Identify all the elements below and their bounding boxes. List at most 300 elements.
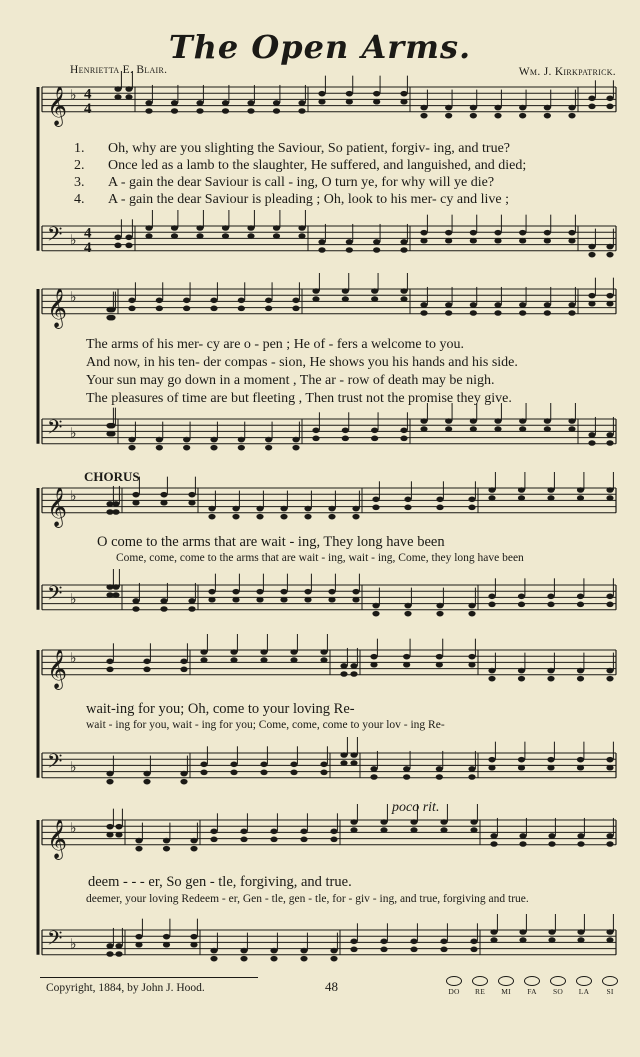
note-head <box>190 934 197 940</box>
note-head <box>312 288 319 294</box>
note-head <box>292 306 299 312</box>
note-head <box>410 939 417 945</box>
note-head <box>547 602 554 608</box>
note-head <box>208 589 215 595</box>
note-head <box>200 770 207 776</box>
chorus-alto-row1: Come, come, come to the arms that are wait - ing, wait - ing, Come, they long have been <box>116 552 524 564</box>
note-head <box>128 437 135 443</box>
note-head <box>238 445 245 451</box>
footer-rule <box>40 977 258 978</box>
note-head <box>114 94 121 100</box>
note-head <box>577 765 584 771</box>
note-head <box>145 225 152 231</box>
note-head <box>519 833 526 839</box>
note-head <box>112 584 119 590</box>
note-head <box>304 589 311 595</box>
flat-icon: ♭ <box>70 820 77 837</box>
note-head <box>106 943 113 949</box>
note-head <box>577 841 584 847</box>
note-head <box>273 233 280 239</box>
note-head <box>318 99 325 105</box>
note-head <box>400 288 407 294</box>
note-head <box>373 99 380 105</box>
tempo-marking: poco rit. <box>392 800 440 815</box>
note-head <box>143 779 150 785</box>
note-head <box>470 113 477 119</box>
note-head <box>238 437 245 443</box>
verse-block-2 <box>86 337 518 409</box>
note-head <box>196 233 203 239</box>
note-head <box>230 649 237 655</box>
note-head <box>488 765 495 771</box>
note-head <box>468 774 475 780</box>
note-head <box>108 423 115 429</box>
note-head <box>470 230 477 236</box>
note-head <box>171 225 178 231</box>
note-head <box>340 663 347 669</box>
note-head <box>247 233 254 239</box>
note-head <box>230 657 237 663</box>
note-head <box>188 598 195 604</box>
note-head <box>420 113 427 119</box>
note-head <box>156 306 163 312</box>
note-head <box>488 757 495 763</box>
note-head <box>519 929 526 935</box>
note-head <box>518 676 525 682</box>
note-head <box>380 827 387 833</box>
note-head <box>108 307 115 313</box>
note-head <box>240 956 247 962</box>
note-head <box>342 288 349 294</box>
verse-line-4: 4. A - gain the dear Saviour is pleading ; Oh, look to his mer- cy and live ; <box>74 192 509 207</box>
note-head <box>312 436 319 442</box>
note-head <box>445 426 452 432</box>
note-head <box>190 838 197 844</box>
note-head <box>318 247 325 253</box>
bass-clef-icon: 𝄢 <box>47 926 63 955</box>
note-head <box>106 779 113 785</box>
note-head <box>208 597 215 603</box>
note-head <box>247 225 254 231</box>
note-head <box>518 594 525 600</box>
note-head <box>400 296 407 302</box>
note-head <box>125 243 132 249</box>
note-head <box>240 948 247 954</box>
note-head <box>400 247 407 253</box>
note-head <box>171 100 178 106</box>
note-head <box>350 819 357 825</box>
note-head <box>328 506 335 512</box>
note-head <box>328 514 335 520</box>
note-head <box>548 833 555 839</box>
note-head <box>328 597 335 603</box>
verse-line-3: 3. A - gain the dear Saviour is call - ing, O turn ye, for why will ye die? <box>74 175 495 190</box>
note-head <box>420 426 427 432</box>
note-head <box>490 929 497 935</box>
note-head <box>436 654 443 660</box>
note-head <box>143 667 150 673</box>
note-head <box>342 296 349 302</box>
note-head <box>108 315 115 321</box>
note-head <box>346 247 353 253</box>
note-head <box>222 225 229 231</box>
note-head <box>183 298 190 304</box>
note-head <box>468 654 475 660</box>
note-head <box>577 487 584 493</box>
note-head <box>544 418 551 424</box>
note-head <box>190 942 197 948</box>
note-head <box>371 288 378 294</box>
note-head <box>440 947 447 953</box>
note-head <box>606 602 613 608</box>
note-head <box>519 238 526 244</box>
note-head <box>320 649 327 655</box>
flat-icon: ♭ <box>70 425 77 442</box>
hymn-title: The Open Arms. <box>168 28 472 66</box>
note-head <box>273 225 280 231</box>
note-head <box>256 506 263 512</box>
note-head <box>163 934 170 940</box>
note-head <box>468 662 475 668</box>
note-head <box>588 252 595 258</box>
note-head <box>273 108 280 114</box>
note-head <box>163 846 170 852</box>
note-head <box>114 243 121 249</box>
note-head <box>108 431 115 437</box>
solfa-shape-icon <box>576 976 592 986</box>
chorus-label: CHORUS <box>84 469 140 484</box>
note-head <box>371 428 378 434</box>
solfa-shape-icon <box>446 976 462 986</box>
note-head <box>420 238 427 244</box>
note-head <box>371 296 378 302</box>
note-head <box>163 838 170 844</box>
note-head <box>132 500 139 506</box>
note-head <box>370 774 377 780</box>
note-head <box>488 602 495 608</box>
note-head <box>440 939 447 945</box>
note-head <box>145 100 152 106</box>
note-head <box>128 445 135 451</box>
note-head <box>270 837 277 843</box>
note-head <box>568 302 575 308</box>
note-head <box>280 514 287 520</box>
chorus-lyric-row1: O come to the arms that are wait - ing, They long have been <box>97 534 445 550</box>
note-head <box>606 929 613 935</box>
note-head <box>143 771 150 777</box>
note-head <box>544 238 551 244</box>
note-head <box>200 762 207 768</box>
note-head <box>568 238 575 244</box>
note-head <box>304 597 311 603</box>
time-signature-bottom: 4 <box>84 100 92 117</box>
note-head <box>280 506 287 512</box>
note-head <box>470 426 477 432</box>
flat-icon: ♭ <box>70 650 77 667</box>
note-head <box>132 598 139 604</box>
note-head <box>519 937 526 943</box>
note-head <box>292 298 299 304</box>
note-head <box>548 929 555 935</box>
note-head <box>488 668 495 674</box>
note-head <box>346 99 353 105</box>
note-head <box>372 505 379 511</box>
note-head <box>373 247 380 253</box>
note-head <box>171 233 178 239</box>
note-head <box>256 589 263 595</box>
note-head <box>548 937 555 943</box>
note-head <box>410 827 417 833</box>
note-head <box>290 657 297 663</box>
treble-clef-icon: 𝄞 <box>47 85 68 126</box>
note-head <box>420 310 427 316</box>
solfa-la: LA <box>574 976 594 996</box>
note-head <box>470 819 477 825</box>
note-head <box>588 104 595 110</box>
page-number: 48 <box>325 979 338 994</box>
note-head <box>404 611 411 617</box>
note-head <box>247 108 254 114</box>
note-head <box>370 654 377 660</box>
solfa-shape-icon <box>498 976 514 986</box>
note-head <box>200 657 207 663</box>
note-head <box>210 298 217 304</box>
note-head <box>468 505 475 511</box>
note-head <box>232 514 239 520</box>
note-head <box>468 766 475 772</box>
note-head <box>163 942 170 948</box>
note-head <box>352 506 359 512</box>
note-head <box>290 762 297 768</box>
treble-clef-icon: 𝄞 <box>47 818 68 859</box>
note-head <box>606 293 613 299</box>
note-head <box>436 505 443 511</box>
note-head <box>488 495 495 501</box>
note-head <box>247 100 254 106</box>
note-head <box>210 837 217 843</box>
note-head <box>470 827 477 833</box>
note-head <box>180 659 187 665</box>
note-head <box>547 594 554 600</box>
solfa-si: SI <box>600 976 620 996</box>
note-head <box>270 829 277 835</box>
note-head <box>445 310 452 316</box>
note-head <box>128 298 135 304</box>
note-head <box>488 676 495 682</box>
note-head <box>340 760 347 766</box>
note-head <box>547 495 554 501</box>
note-head <box>290 770 297 776</box>
note-head <box>300 829 307 835</box>
note-head <box>373 239 380 245</box>
note-head <box>160 598 167 604</box>
note-head <box>190 846 197 852</box>
verse2-line-3: Your sun may go down in a moment , The ar - row of death may be nigh. <box>86 373 495 388</box>
note-head <box>436 611 443 617</box>
note-head <box>135 942 142 948</box>
note-head <box>196 108 203 114</box>
note-head <box>180 667 187 673</box>
note-head <box>518 757 525 763</box>
note-head <box>106 659 113 665</box>
note-head <box>400 428 407 434</box>
note-head <box>352 589 359 595</box>
note-head <box>210 437 217 443</box>
solfa-legend <box>444 976 620 996</box>
note-head <box>156 298 163 304</box>
note-head <box>436 497 443 503</box>
flat-icon: ♭ <box>70 759 77 776</box>
note-head <box>230 762 237 768</box>
note-head <box>340 752 347 758</box>
note-head <box>352 514 359 520</box>
note-head <box>577 676 584 682</box>
note-head <box>494 310 501 316</box>
note-head <box>547 757 554 763</box>
note-head <box>260 770 267 776</box>
note-head <box>436 774 443 780</box>
note-head <box>440 827 447 833</box>
note-head <box>350 827 357 833</box>
note-head <box>404 505 411 511</box>
note-head <box>544 426 551 432</box>
note-head <box>519 113 526 119</box>
note-head <box>436 603 443 609</box>
note-head <box>132 606 139 612</box>
note-head <box>115 824 122 830</box>
note-head <box>420 418 427 424</box>
note-head <box>494 426 501 432</box>
note-head <box>280 597 287 603</box>
note-head <box>519 426 526 432</box>
verse-line-1: 1. Oh, why are you slighting the Saviour, So patient, forgiv- ing, and true? <box>74 141 511 156</box>
note-head <box>400 99 407 105</box>
note-head <box>403 766 410 772</box>
composer-credit: Wm. J. Kirkpatrick. <box>518 66 616 78</box>
note-head <box>606 104 613 110</box>
note-head <box>519 310 526 316</box>
flat-icon: ♭ <box>70 936 77 953</box>
note-head <box>135 846 142 852</box>
note-head <box>298 100 305 106</box>
note-head <box>606 96 613 102</box>
note-head <box>404 497 411 503</box>
note-head <box>544 230 551 236</box>
note-head <box>106 832 113 838</box>
note-head <box>577 602 584 608</box>
note-head <box>298 108 305 114</box>
note-head <box>135 934 142 940</box>
note-head <box>606 937 613 943</box>
note-head <box>404 603 411 609</box>
note-head <box>519 841 526 847</box>
note-head <box>436 662 443 668</box>
note-head <box>606 252 613 258</box>
note-head <box>519 105 526 111</box>
note-head <box>568 105 575 111</box>
note-head <box>208 514 215 520</box>
note-head <box>380 939 387 945</box>
note-head <box>606 301 613 307</box>
note-head <box>340 671 347 677</box>
note-head <box>445 113 452 119</box>
note-head <box>606 495 613 501</box>
note-head <box>270 948 277 954</box>
note-head <box>350 663 357 669</box>
note-head <box>470 418 477 424</box>
verse2-line-2: And now, in his ten- der compas - sion, He shows you his hands and his side. <box>86 355 518 370</box>
note-head <box>320 657 327 663</box>
note-head <box>171 108 178 114</box>
note-head <box>298 233 305 239</box>
note-head <box>490 833 497 839</box>
note-head <box>222 233 229 239</box>
note-head <box>346 239 353 245</box>
note-head <box>544 302 551 308</box>
note-head <box>128 306 135 312</box>
note-head <box>304 514 311 520</box>
note-head <box>400 91 407 97</box>
note-head <box>240 837 247 843</box>
note-head <box>568 230 575 236</box>
note-head <box>112 592 119 598</box>
note-head <box>518 668 525 674</box>
note-head <box>588 301 595 307</box>
note-head <box>370 662 377 668</box>
note-head <box>547 676 554 682</box>
note-head <box>470 238 477 244</box>
note-head <box>222 108 229 114</box>
note-head <box>420 302 427 308</box>
note-head <box>125 235 132 241</box>
note-head <box>445 238 452 244</box>
note-head <box>490 937 497 943</box>
note-head <box>445 105 452 111</box>
note-head <box>304 506 311 512</box>
note-head <box>330 956 337 962</box>
note-head <box>125 86 132 92</box>
chorus-lyric-row2: wait-ing for you; Oh, come to your loving Re- <box>86 701 355 717</box>
bass-clef-icon: 𝄢 <box>47 749 63 778</box>
note-head <box>606 765 613 771</box>
chorus-alto-row2: wait - ing for you, wait - ing for you; Come, come, come to your lov - ing Re- <box>86 719 445 731</box>
note-head <box>606 487 613 493</box>
note-head <box>488 594 495 600</box>
note-head <box>547 765 554 771</box>
note-head <box>298 225 305 231</box>
note-head <box>260 657 267 663</box>
note-head <box>160 500 167 506</box>
note-head <box>400 239 407 245</box>
note-head <box>210 306 217 312</box>
note-head <box>260 762 267 768</box>
note-head <box>106 951 113 957</box>
flat-icon: ♭ <box>70 289 77 306</box>
note-head <box>403 662 410 668</box>
note-head <box>265 437 272 443</box>
solfa-re: RE <box>470 976 490 996</box>
note-head <box>232 589 239 595</box>
solfa-mi: MI <box>496 976 516 996</box>
note-head <box>577 929 584 935</box>
note-head <box>106 824 113 830</box>
note-head <box>160 606 167 612</box>
note-head <box>346 91 353 97</box>
note-head <box>544 310 551 316</box>
note-head <box>188 500 195 506</box>
note-head <box>320 762 327 768</box>
note-head <box>135 838 142 844</box>
